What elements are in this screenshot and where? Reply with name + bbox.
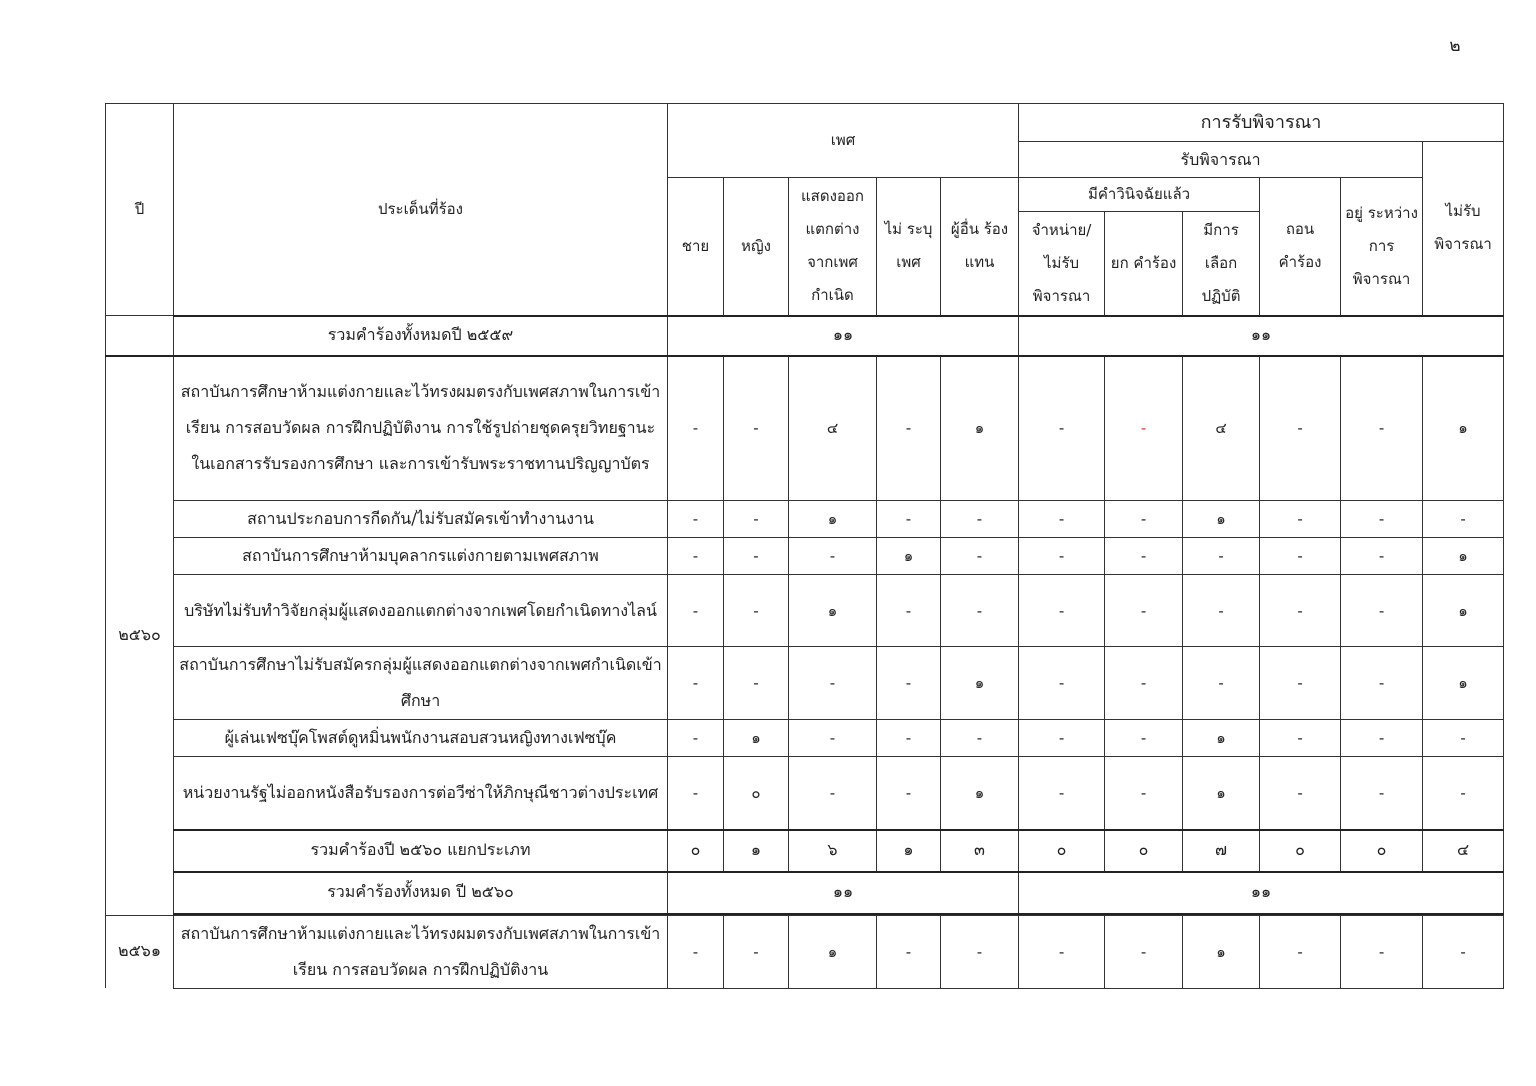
year-2560: ๒๕๖๐: [106, 356, 174, 916]
table-row: [106, 538, 1504, 575]
subtotal-dismissed: ๐: [1019, 830, 1105, 872]
header-year: ปี: [106, 104, 174, 316]
cell-female: ๑: [724, 720, 789, 757]
cell-choice: ๑: [1183, 757, 1260, 830]
cell-diverse: -: [789, 720, 877, 757]
issue-cell: ผู้เล่นเฟซบุ๊คโพสต์ดูหมิ่นพนักงานสอบสวนหญิงทางเฟซบุ๊ค: [174, 720, 668, 757]
cell-unspecified: -: [877, 356, 941, 501]
cell-dismissed: -: [1019, 647, 1105, 720]
cell-not-accepted: ๑: [1423, 647, 1504, 720]
total-2560-consideration: ๑๑: [1019, 872, 1504, 914]
cell-on-behalf: -: [941, 501, 1019, 538]
subtotal-choice: ๗: [1183, 830, 1260, 872]
table-row: [106, 575, 1504, 647]
header-accepted-group: รับพิจารณา: [1019, 142, 1423, 178]
issue-cell: สถาบันการศึกษาห้ามบุคลากรแต่งกายตามเพศสภาพ: [174, 538, 668, 575]
cell-male: -: [668, 720, 724, 757]
issue-cell: สถาบันการศึกษาห้ามแต่งกายและไว้ทรงผมตรงกับเพศสภาพในการเข้าเรียน การสอบวัดผล การฝึกปฏิบัติงาน การใช้รูปถ่ายชุดครุยวิทยฐานะในเอกสารรับรองการศึกษา และการเข้ารับพระราชทานปริญญาบัตร: [174, 356, 668, 501]
cell-on-behalf: -: [941, 720, 1019, 757]
cell-unspecified: -: [877, 720, 941, 757]
issue-cell: สถานประกอบการกีดกัน/ไม่รับสมัครเข้าทำงานงาน: [174, 501, 668, 538]
cell-withdraw: -: [1260, 647, 1341, 720]
cell-in-progress: -: [1341, 575, 1423, 647]
subtotal-row-2560: [106, 830, 1504, 872]
cell-dismissed: -: [1019, 356, 1105, 501]
cell-withdrawn-dismiss: -: [1105, 575, 1183, 647]
table-row: [106, 915, 1504, 988]
year-2561: ๒๕๖๑: [106, 915, 174, 988]
cell-in-progress: -: [1341, 356, 1423, 501]
cell-choice: -: [1183, 575, 1260, 647]
cell-not-accepted: -: [1423, 720, 1504, 757]
cell-not-accepted: -: [1423, 757, 1504, 830]
cell-in-progress: -: [1341, 501, 1423, 538]
cell-unspecified: -: [877, 915, 941, 988]
cell-unspecified: -: [877, 575, 941, 647]
cell-female: -: [724, 538, 789, 575]
header-consideration-group: การรับพิจารณา: [1019, 104, 1504, 142]
cell-choice: -: [1183, 538, 1260, 575]
cell-male: -: [668, 757, 724, 830]
header-female: หญิง: [724, 178, 789, 316]
total-2560-sex: ๑๑: [668, 872, 1019, 914]
cell-in-progress: -: [1341, 757, 1423, 830]
cell-on-behalf: -: [941, 915, 1019, 988]
issue-cell: บริษัทไม่รับทำวิจัยกลุ่มผู้แสดงออกแตกต่างจากเพศโดยกำเนิดทางไลน์: [174, 575, 668, 647]
cell-male: -: [668, 538, 724, 575]
cell-unspecified: -: [877, 757, 941, 830]
issue-cell: สถาบันการศึกษาไม่รับสมัครกลุ่มผู้แสดงออกแตกต่างจากเพศกำเนิดเข้าศึกษา: [174, 647, 668, 720]
subtotal-diverse: ๖: [789, 830, 877, 872]
cell-female: -: [724, 501, 789, 538]
total-row-2560: [106, 872, 1504, 914]
cell-female: -: [724, 356, 789, 501]
header-dismissed: จำหน่าย/ ไม่รับ พิจารณา: [1019, 212, 1105, 316]
cell-withdraw: -: [1260, 757, 1341, 830]
cell-male: -: [668, 915, 724, 988]
header-issue: ประเด็นที่ร้อง: [174, 104, 668, 316]
header-choice: มีการ เลือก ปฏิบัติ: [1183, 212, 1260, 316]
cell-not-accepted: -: [1423, 915, 1504, 988]
cell-on-behalf: -: [941, 538, 1019, 575]
cell-withdrawn-dismiss: -: [1105, 501, 1183, 538]
header-withdrawn-dismiss: ยก คำร้อง: [1105, 212, 1183, 316]
issue-cell: สถาบันการศึกษาห้ามแต่งกายและไว้ทรงผมตรงกับเพศสภาพในการเข้าเรียน การสอบวัดผล การฝึกปฏิบัติงาน: [174, 915, 668, 988]
cell-on-behalf: ๑: [941, 647, 1019, 720]
subtotal-unspecified: ๑: [877, 830, 941, 872]
cell-in-progress: -: [1341, 647, 1423, 720]
cell-diverse: ๔: [789, 356, 877, 501]
cell-female: -: [724, 575, 789, 647]
cell-female: ๐: [724, 757, 789, 830]
cell-withdrawn-dismiss: -: [1105, 538, 1183, 575]
header-diverse: แสดงออก แตกต่าง จากเพศ กำเนิด: [789, 178, 877, 316]
table-row: [106, 647, 1504, 720]
subtotal-on-behalf: ๓: [941, 830, 1019, 872]
cell-on-behalf: -: [941, 575, 1019, 647]
cell-choice: ๑: [1183, 915, 1260, 988]
cell-withdrawn-dismiss: -: [1105, 915, 1183, 988]
total-2560-label: รวมคำร้องทั้งหมด ปี ๒๕๖๐: [174, 872, 668, 914]
cell-in-progress: -: [1341, 915, 1423, 988]
cell-dismissed: -: [1019, 501, 1105, 538]
subtotal-male: ๐: [668, 830, 724, 872]
subtotal-in-progress: ๐: [1341, 830, 1423, 872]
cell-not-accepted: ๑: [1423, 356, 1504, 501]
cell-withdraw: -: [1260, 501, 1341, 538]
cell-withdrawn-dismiss: -: [1105, 757, 1183, 830]
total-2559-sex: ๑๑: [668, 316, 1019, 356]
header-withdraw: ถอน คำร้อง: [1260, 178, 1341, 316]
complaints-table: [105, 103, 1504, 989]
cell-not-accepted: ๑: [1423, 575, 1504, 647]
cell-diverse: -: [789, 647, 877, 720]
cell-unspecified: ๑: [877, 538, 941, 575]
cell-on-behalf: ๑: [941, 356, 1019, 501]
cell-diverse: ๑: [789, 575, 877, 647]
cell-diverse: ๑: [789, 915, 877, 988]
header-decided-group: มีคำวินิจฉัยแล้ว: [1019, 178, 1260, 212]
issue-cell: หน่วยงานรัฐไม่ออกหนังสือรับรองการต่อวีซ่าให้ภิกษุณีชาวต่างประเทศ: [174, 757, 668, 830]
cell-diverse: -: [789, 538, 877, 575]
cell-female: -: [724, 647, 789, 720]
page-number: ๒: [1449, 36, 1461, 56]
cell-unspecified: -: [877, 501, 941, 538]
cell-withdrawn-dismiss: -: [1105, 356, 1183, 501]
subtotal-female: ๑: [724, 830, 789, 872]
total-2559-consideration: ๑๑: [1019, 316, 1504, 356]
cell-withdraw: -: [1260, 720, 1341, 757]
cell-male: -: [668, 647, 724, 720]
header-not-accepted: ไม่รับ พิจารณา: [1423, 142, 1504, 316]
subtotal-2560-label: รวมคำร้องปี ๒๕๖๐ แยกประเภท: [174, 830, 668, 872]
cell-withdraw: -: [1260, 915, 1341, 988]
cell-dismissed: -: [1019, 538, 1105, 575]
table-row: [106, 356, 1504, 501]
table-row: [106, 757, 1504, 830]
cell-diverse: -: [789, 757, 877, 830]
header-unspecified: ไม่ ระบุ เพศ: [877, 178, 941, 316]
subtotal-withdrawn-dismiss: ๐: [1105, 830, 1183, 872]
table-row: [106, 501, 1504, 538]
cell-dismissed: -: [1019, 757, 1105, 830]
cell-choice: ๑: [1183, 501, 1260, 538]
cell-male: -: [668, 501, 724, 538]
header-in-progress: อยู่ ระหว่าง การ พิจารณา: [1341, 178, 1423, 316]
cell-withdraw: -: [1260, 538, 1341, 575]
cell-not-accepted: ๑: [1423, 538, 1504, 575]
cell-on-behalf: ๑: [941, 757, 1019, 830]
cell-dismissed: -: [1019, 575, 1105, 647]
cell-diverse: ๑: [789, 501, 877, 538]
subtotal-withdraw: ๐: [1260, 830, 1341, 872]
header-sex-group: เพศ: [668, 104, 1019, 178]
cell-withdrawn-dismiss: -: [1105, 720, 1183, 757]
header-male: ชาย: [668, 178, 724, 316]
cell-in-progress: -: [1341, 720, 1423, 757]
cell-dismissed: -: [1019, 720, 1105, 757]
cell-not-accepted: -: [1423, 501, 1504, 538]
cell-dismissed: -: [1019, 915, 1105, 988]
cell-withdraw: -: [1260, 575, 1341, 647]
cell-male: -: [668, 575, 724, 647]
cell-choice: ๑: [1183, 720, 1260, 757]
cell-choice: ๔: [1183, 356, 1260, 501]
cell-choice: -: [1183, 647, 1260, 720]
cell-withdrawn-dismiss: -: [1105, 647, 1183, 720]
table-row: [106, 720, 1504, 757]
cell-withdraw: -: [1260, 356, 1341, 501]
subtotal-not-accepted: ๔: [1423, 830, 1504, 872]
cell-in-progress: -: [1341, 538, 1423, 575]
cell-female: -: [724, 915, 789, 988]
total-2559-label: รวมคำร้องทั้งหมดปี ๒๕๕๙: [174, 316, 668, 356]
total-row-2559: [106, 316, 1504, 356]
header-on-behalf: ผู้อื่น ร้อง แทน: [941, 178, 1019, 316]
cell-male: -: [668, 356, 724, 501]
cell-unspecified: -: [877, 647, 941, 720]
